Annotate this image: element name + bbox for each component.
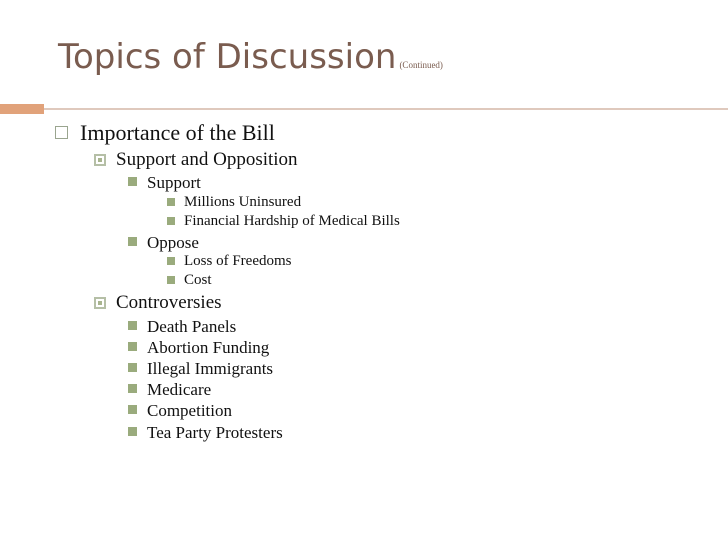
list-item-competition (147, 401, 232, 421)
slide-title (58, 37, 443, 77)
title-subtitle: (Continued) (399, 60, 443, 70)
hollow-square-bullet-icon (55, 126, 68, 139)
list-item-label: Millions Uninsured (184, 194, 302, 210)
list-item-support-opposition (116, 149, 298, 171)
list-item-label: Support (147, 173, 201, 192)
list-item-abortion-funding (147, 338, 269, 358)
list-item-label: Cost (184, 272, 212, 288)
list-item-label: Tea Party Protesters (147, 423, 283, 442)
list-item-importance (80, 120, 275, 146)
list-item-label: Death Panels (147, 317, 237, 336)
list-item-loss-of-freedoms (184, 253, 292, 270)
square-bullet-icon (128, 177, 137, 186)
square-bullet-icon (128, 384, 137, 393)
list-item-label: Oppose (147, 233, 199, 252)
square-bullet-icon (167, 276, 175, 284)
list-item-support (147, 173, 201, 193)
list-item-label: Financial Hardship of Medical Bills (184, 213, 400, 229)
list-item-financial-hardship (184, 213, 400, 230)
square-bullet-icon (128, 237, 137, 246)
list-item-label: Medicare (147, 380, 212, 399)
square-bullet-icon (128, 363, 137, 372)
list-item-controversies (116, 292, 222, 314)
square-bullet-icon (128, 342, 137, 351)
square-bullet-icon (94, 154, 106, 166)
list-item-tea-party-protesters (147, 423, 283, 443)
title-divider (44, 108, 728, 110)
square-bullet-icon (167, 257, 175, 265)
square-bullet-icon (94, 297, 106, 309)
list-item-medicare (147, 380, 211, 400)
list-item-label: Abortion Funding (147, 338, 270, 357)
list-item-label: Support and Opposition (116, 149, 298, 170)
square-bullet-icon (128, 405, 137, 414)
list-item-illegal-immigrants (147, 359, 273, 379)
list-item-label: Competition (147, 401, 232, 420)
square-bullet-icon (167, 217, 175, 225)
list-item-death-panels (147, 317, 236, 337)
list-item-millions-uninsured (184, 194, 301, 211)
list-item-label: Importance of the Bill (80, 120, 275, 145)
square-bullet-icon (128, 427, 137, 436)
square-bullet-icon (167, 198, 175, 206)
accent-bar (0, 104, 44, 114)
title-main: Topics of Discussion (58, 37, 397, 77)
list-item-oppose (147, 233, 199, 253)
list-item-label: Illegal Immigrants (147, 359, 274, 378)
list-item-label: Controversies (116, 292, 222, 313)
list-item-cost (184, 272, 212, 289)
square-bullet-icon (128, 321, 137, 330)
list-item-label: Loss of Freedoms (184, 253, 292, 269)
